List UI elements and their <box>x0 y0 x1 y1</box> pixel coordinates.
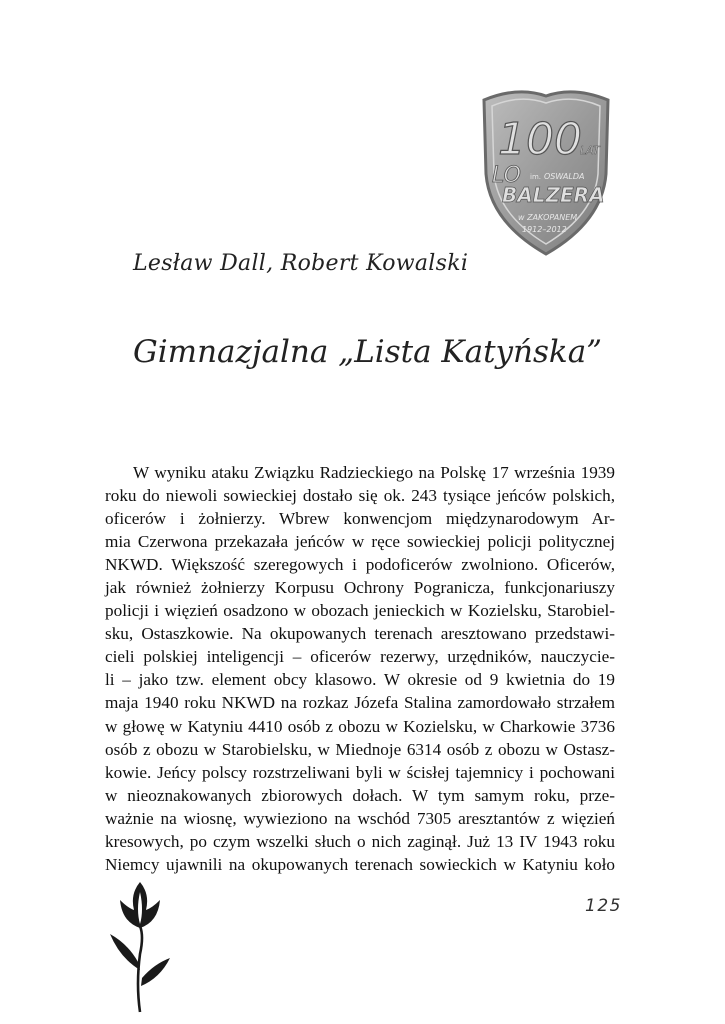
crest-im: im. <box>530 173 541 181</box>
crest-lo: LO <box>492 163 521 188</box>
body-text-line: kresowych, po czym wszelki słuch o nich zaginął. Już 13 IV 1943 roku <box>105 831 615 851</box>
body-text-line: li – jako tzw. element obcy klasowo. W okresie od 9 kwietnia do 19 <box>105 670 615 690</box>
body-text-line: W wyniku ataku Związku Radzieckiego na Polskę 17 września 1939 <box>133 463 615 482</box>
body-text-line: policji i więzień osadzono w obozach jenieckich w Kozielsku, Starobiel- <box>105 601 615 621</box>
body-text-line: oficerów i żołnierzy. Wbrew konwencjom międzynarodowym Ar- <box>105 509 615 529</box>
body-text-line: kowie. Jeńcy polscy rozstrzeliwani byli w ścisłej tajemnicy i pochowani <box>105 762 615 782</box>
body-text-line: roku do niewoli sowieckiej dostało się ok. 243 tysiące jeńców polskich, <box>105 486 615 506</box>
crest-lat: LAT <box>580 144 600 157</box>
crest-patron-last: BALZERA <box>502 183 605 207</box>
body-text-line: Niemcy ujawnili na okupowanych terenach sowieckich w Katyniu koło <box>105 854 615 874</box>
body-text-line: mia Czerwona przekazała jeńców w ręce sowieckiej policji politycznej <box>105 532 615 552</box>
anniversary-crest-logo <box>478 82 614 258</box>
body-text-line: jak również żołnierzy Korpusu Ochrony Pogranicza, funkcjonariuszy <box>105 578 615 598</box>
body-text-line: maja 1940 roku NKWD na rozkaz Józefa Stalina zamordowało strzałem <box>105 693 615 713</box>
page-number: 125 <box>585 896 622 916</box>
article-authors: Lesław Dall, Robert Kowalski <box>133 251 469 276</box>
crest-shield-graphic <box>478 82 614 258</box>
body-text-line: sku, Ostaszkowie. Na okupowanych terenach aresztowano przedstawi- <box>105 624 615 644</box>
body-text-line: w głowę w Katyniu 4410 osób z obozu w Kozielsku, w Charkowie 3736 <box>105 716 615 736</box>
crest-years: 1912–2012 <box>522 225 567 234</box>
crest-city: w ZAKOPANEM <box>518 213 578 222</box>
body-text-line: osób z obozu w Starobielsku, w Miednoje 6314 osób z obozu w Ostasz- <box>105 739 615 759</box>
crest-number: 100 <box>498 114 582 165</box>
body-text-line: cieli polskiej inteligencji – oficerów rezerwy, urzędników, nauczycie- <box>105 647 615 667</box>
article-body <box>105 461 615 876</box>
body-text-line: ważnie na wiosnę, wywieziono na wschód 7305 aresztantów z więzień <box>105 808 615 828</box>
article-title: Gimnazjalna „Lista Katyńska” <box>133 334 603 370</box>
body-text-line: w nieoznakowanych zbiorowych dołach. W tym samym roku, prze- <box>105 785 615 805</box>
tulip-ornament-icon <box>100 874 180 1014</box>
body-text-line: NKWD. Większość szeregowych i podoficerów zwolniono. Oficerów, <box>105 555 615 575</box>
crest-patron-first: OSWALDA <box>544 172 585 181</box>
